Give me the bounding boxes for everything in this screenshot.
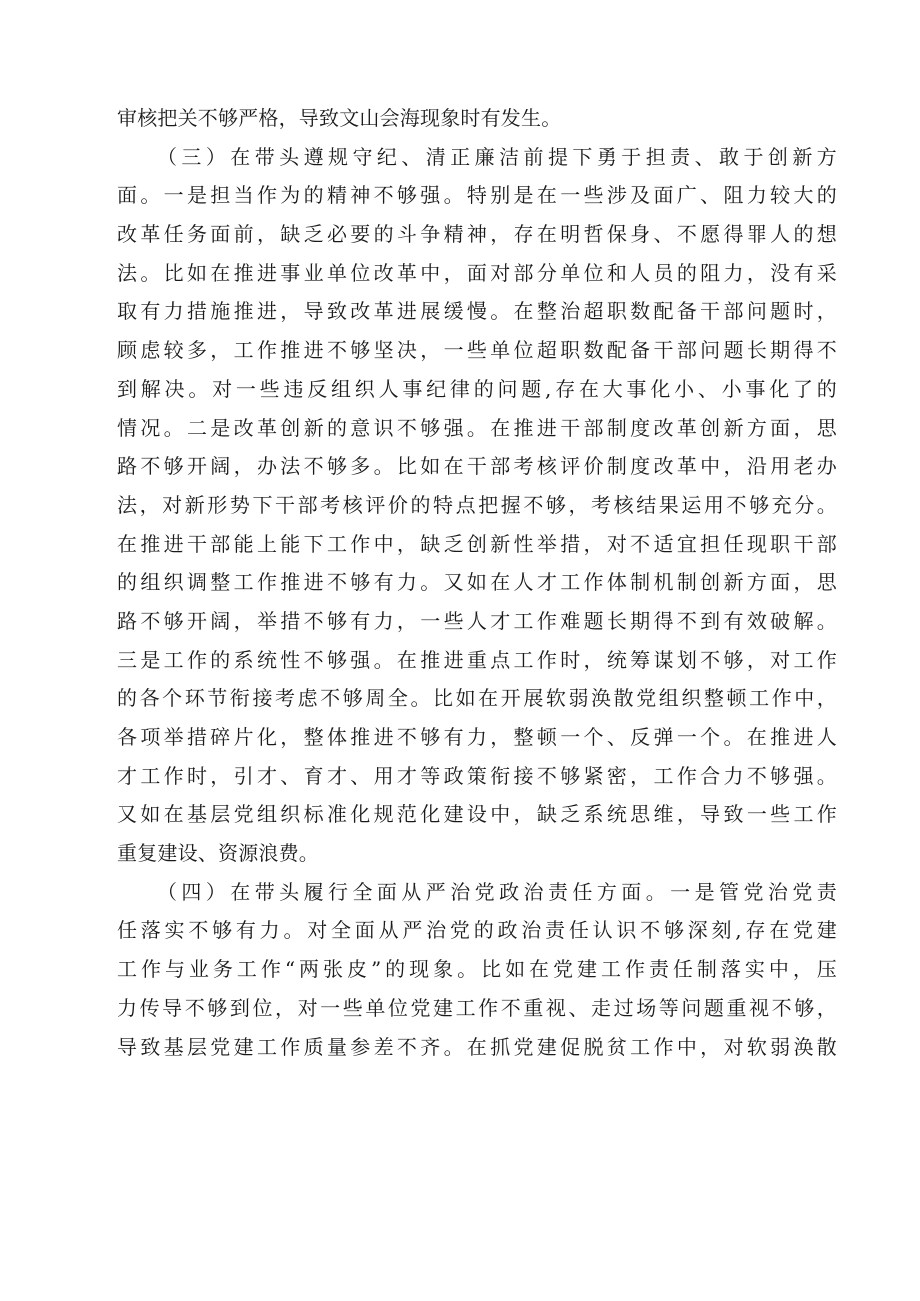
text-line: 在推进干部能上能下工作中，缺乏创新性举措，对不适宜担任现职干部 bbox=[117, 531, 837, 556]
text-line: 顾虑较多，工作推进不够坚决，一些单位超职数配备干部问题长期得不 bbox=[117, 338, 837, 363]
text-line: 审核把关不够严格，导致文山会海现象时有发生。 bbox=[117, 106, 562, 130]
text-line: 的组织调整工作推进不够有力。又如在人才工作体制机制创新方面，思 bbox=[117, 570, 837, 595]
document-body bbox=[117, 99, 837, 1066]
paragraph bbox=[117, 873, 837, 1066]
text-line: 路不够开阔，办法不够多。比如在干部考核评价制度改革中，沿用老办 bbox=[117, 454, 837, 479]
text-line: 三是工作的系统性不够强。在推进重点工作时，统筹谋划不够，对工作 bbox=[117, 647, 837, 672]
text-line: 力传导不够到位，对一些单位党建工作不重视、走过场等问题重视不够， bbox=[117, 995, 837, 1020]
text-line: 改革任务面前，缺乏必要的斗争精神，存在明哲保身、不愿得罪人的想 bbox=[117, 222, 837, 247]
text-line: 的各个环节衔接考虑不够周全。比如在开展软弱涣散党组织整顿工作中， bbox=[117, 686, 837, 711]
text-line: 取有力措施推进，导致改革进展缓慢。在整治超职数配备干部问题时， bbox=[117, 299, 837, 324]
text-line: 才工作时，引才、育才、用才等政策衔接不够紧密，工作合力不够强。 bbox=[117, 763, 837, 788]
text-line: 情况。二是改革创新的意识不够强。在推进干部制度改革创新方面，思 bbox=[117, 415, 837, 440]
paragraph bbox=[117, 99, 837, 138]
text-line: 各项举措碎片化，整体推进不够有力，整顿一个、反弹一个。在推进人 bbox=[117, 725, 837, 749]
paragraph bbox=[117, 138, 837, 873]
text-line: 又如在基层党组织标准化规范化建设中，缺乏系统思维，导致一些工作 bbox=[117, 802, 837, 827]
text-line: 法。比如在推进事业单位改革中，面对部分单位和人员的阻力，没有采 bbox=[117, 260, 837, 285]
text-line: 到解决。对一些违反组织人事纪律的问题,存在大事化小、小事化了的 bbox=[117, 376, 837, 401]
text-line: （三）在带头遵规守纪、清正廉洁前提下勇于担责、敢于创新方 bbox=[157, 144, 837, 169]
text-line: （四）在带头履行全面从严治党政治责任方面。一是管党治党责 bbox=[157, 879, 837, 904]
text-line: 工作与业务工作“两张皮”的现象。比如在党建工作责任制落实中，压 bbox=[117, 957, 837, 982]
text-line: 法，对新形势下干部考核评价的特点把握不够，考核结果运用不够充分。 bbox=[117, 492, 837, 517]
text-line: 导致基层党建工作质量参差不齐。在抓党建促脱贫工作中，对软弱涣散 bbox=[117, 1034, 837, 1059]
text-line: 重复建设、资源浪费。 bbox=[117, 841, 319, 866]
text-line: 路不够开阔，举措不够有力，一些人才工作难题长期得不到有效破解。 bbox=[117, 608, 837, 633]
text-line: 面。一是担当作为的精神不够强。特别是在一些涉及面广、阻力较大的 bbox=[117, 183, 837, 208]
text-line: 任落实不够有力。对全面从严治党的政治责任认识不够深刻,存在党建 bbox=[117, 918, 837, 943]
